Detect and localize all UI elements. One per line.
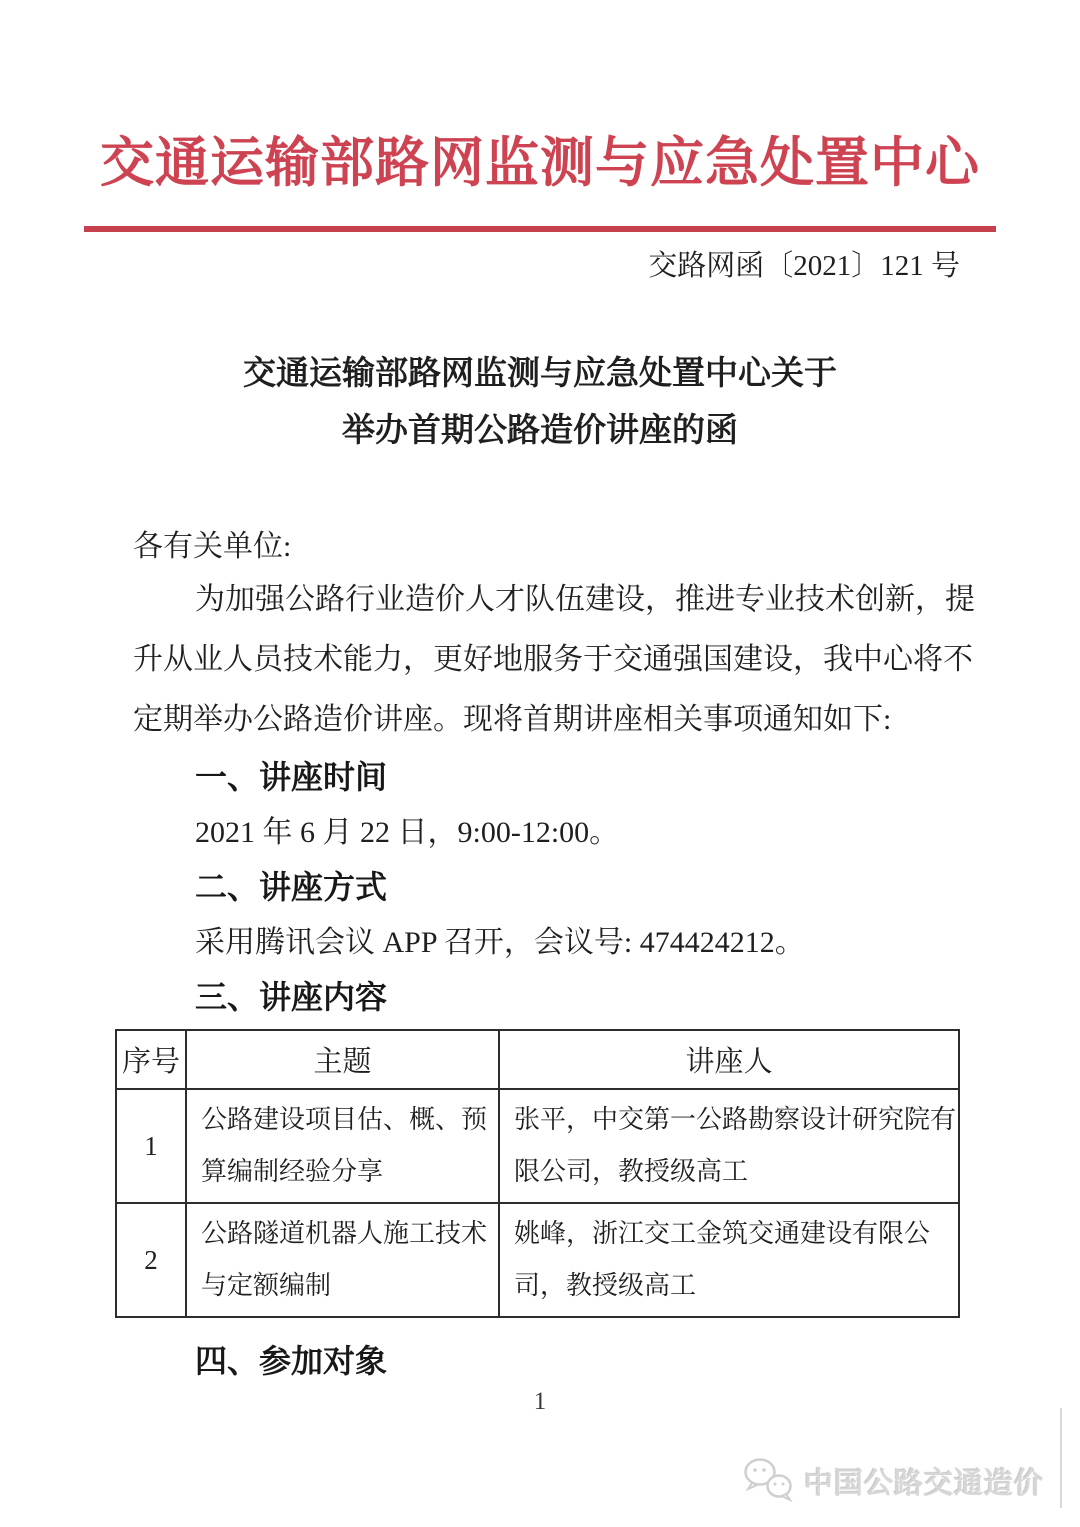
table-cell-speaker bbox=[499, 1203, 959, 1317]
opening-paragraph bbox=[133, 570, 975, 750]
section-heading-lecture-time: 一、讲座时间 bbox=[195, 759, 388, 795]
table-header-row bbox=[116, 1030, 959, 1089]
document-title bbox=[0, 346, 1080, 460]
wechat-icon bbox=[742, 1456, 794, 1507]
lecture-table bbox=[115, 1029, 960, 1318]
section-heading-participants: 四、参加对象 bbox=[195, 1343, 388, 1379]
table-row bbox=[116, 1203, 959, 1317]
speaker-line: 姚峰，浙江交工金筑交通建设有限公 bbox=[514, 1219, 931, 1248]
topic-line: 算编制经验分享 bbox=[201, 1157, 384, 1186]
section-heading-lecture-content: 三、讲座内容 bbox=[195, 979, 388, 1015]
table-cell-no: 1 bbox=[116, 1089, 186, 1203]
table-cell-no: 2 bbox=[116, 1203, 186, 1317]
paragraph-line: 定期举办公路造价讲座。现将首期讲座相关事项通知如下: bbox=[133, 703, 892, 736]
topic-line: 公路隧道机器人施工技术 bbox=[201, 1219, 488, 1248]
table-header-topic: 主题 bbox=[186, 1030, 499, 1089]
table-cell-topic bbox=[186, 1203, 499, 1317]
page-number: 1 bbox=[533, 1388, 547, 1415]
watermark-text: 中国公路交通造价 bbox=[803, 1468, 1044, 1500]
topic-line: 与定额编制 bbox=[201, 1271, 332, 1300]
speaker-line: 司，教授级高工 bbox=[514, 1271, 697, 1300]
table-header-speaker: 讲座人 bbox=[499, 1030, 959, 1089]
speaker-line: 限公司，教授级高工 bbox=[514, 1157, 749, 1186]
watermark bbox=[742, 1456, 1044, 1507]
document-title-line-2: 举办首期公路造价讲座的函 bbox=[342, 413, 738, 449]
paragraph-line: 升从业人员技术能力，更好地服务于交通强国建设，我中心将不 bbox=[133, 643, 973, 676]
table-header-no: 序号 bbox=[116, 1030, 186, 1089]
topic-line: 公路建设项目估、概、预 bbox=[201, 1105, 488, 1134]
table-row bbox=[116, 1089, 959, 1203]
salutation: 各有关单位: bbox=[133, 530, 292, 563]
document-body bbox=[133, 524, 975, 1025]
scan-artifact-line bbox=[1060, 1408, 1062, 1508]
paragraph-line: 为加强公路行业造价人才队伍建设，推进专业技术创新，提 bbox=[195, 583, 975, 616]
section-content-lecture-method: 采用腾讯会议 APP 召开，会议号: 474424212。 bbox=[195, 926, 805, 959]
section-content-lecture-time: 2021 年 6 月 22 日，9:00-12:00。 bbox=[195, 816, 620, 849]
letterhead-divider-rule bbox=[84, 226, 996, 232]
table-cell-speaker bbox=[499, 1089, 959, 1203]
speaker-line: 张平，中交第一公路勘察设计研究院有 bbox=[514, 1105, 957, 1134]
section-heading-lecture-method: 二、讲座方式 bbox=[195, 869, 388, 905]
letterhead-org-name: 交通运输部路网监测与应急处置中心 bbox=[100, 133, 980, 193]
document-number: 交路网函〔2021〕121 号 bbox=[648, 250, 960, 282]
document-title-line-1: 交通运输部路网监测与应急处置中心关于 bbox=[243, 356, 837, 392]
table-cell-topic bbox=[186, 1089, 499, 1203]
